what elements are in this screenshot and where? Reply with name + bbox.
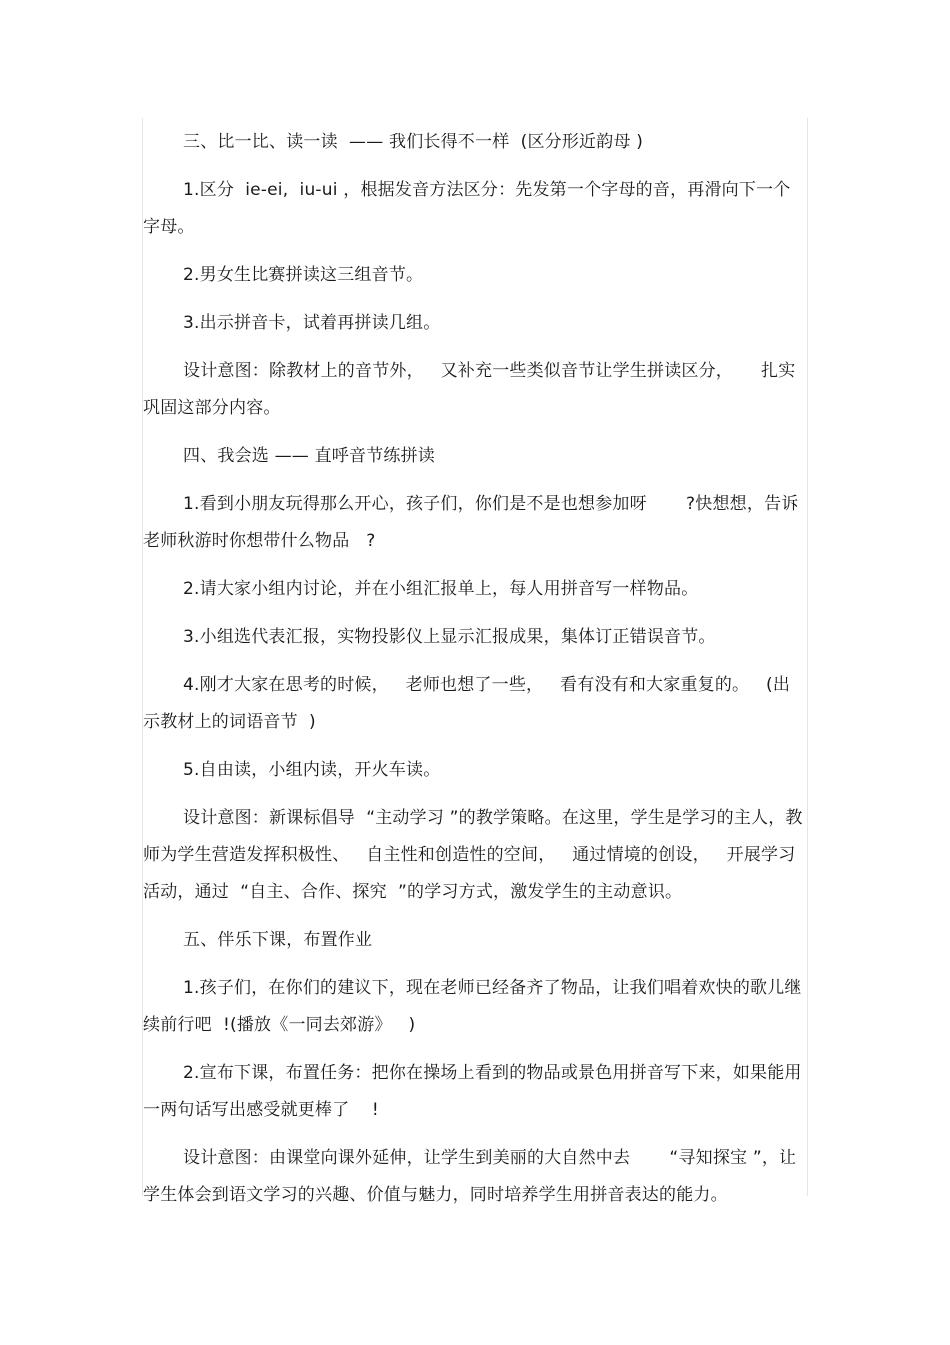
paragraph-4-1: 1.看到小朋友玩得那么开心，孩子们，你们是不是也想参加呀 ?快想想，告诉老师秋游时你想带什么物品 ? — [143, 494, 799, 551]
paragraph-3-3: 3.出示拼音卡，试着再拼读几组。 — [183, 313, 441, 333]
design-intent-4: 设计意图：新课标倡导 “主动学习 ”的教学策略。在这里，学生是学习的主人，教师为学生营造发挥积极性、 自主性和创造性的空间， 通过情境的创设， 开展学习活动，通过 “自主、合作、探究 ”的学习方式，激发学生的主动意识。 — [143, 808, 803, 902]
section-heading-5: 五、伴乐下课，布置作业 — [183, 930, 373, 950]
paragraph-4-4: 4.刚才大家在思考的时候， 老师也想了一些， 看有没有和大家重复的。 (出示教材上的词语音节 ) — [143, 675, 791, 732]
section-heading-3: 三、比一比、读一读 —— 我们长得不一样 (区分形近韵母 ) — [183, 132, 644, 152]
paragraph-4-5: 5.自由读，小组内读，开火车读。 — [183, 760, 441, 780]
section-heading-4: 四、我会选 —— 直呼音节练拼读 — [183, 446, 436, 466]
paragraph-4-3: 3.小组选代表汇报，实物投影仪上显示汇报成果，集体订正错误音节。 — [183, 627, 716, 647]
paragraph-3-1: 1.区分 ie-ei, iu-ui ，根据发音方法区分：先发第一个字母的音，再滑向下一个字母。 — [143, 180, 791, 237]
design-intent-3: 设计意图：除教材上的音节外， 又补充一些类似音节让学生拼读区分， 扎实巩固这部分内容。 — [143, 361, 796, 418]
document-body — [143, 124, 807, 1214]
right-margin-rule — [807, 118, 808, 1196]
paragraph-4-2: 2.请大家小组内讨论，并在小组汇报单上，每人用拼音写一样物品。 — [183, 579, 699, 599]
paragraph-3-2: 2.男女生比赛拼读这三组音节。 — [183, 265, 424, 285]
paragraph-5-1: 1.孩子们，在你们的建议下，现在老师已经备齐了物品，让我们唱着欢快的歌儿继续前行吧 !(播放《一同去郊游》 ) — [143, 978, 802, 1035]
design-intent-5: 设计意图：由课堂向课外延伸，让学生到美丽的大自然中去 “寻知探宝 ”，让学生体会到语文学习的兴趣、价值与魅力，同时培养学生用拼音表达的能力。 — [143, 1148, 797, 1205]
paragraph-5-2: 2.宣布下课，布置任务：把你在操场上看到的物品或景色用拼音写下来，如果能用一两句话写出感受就更棒了 ! — [143, 1063, 802, 1120]
